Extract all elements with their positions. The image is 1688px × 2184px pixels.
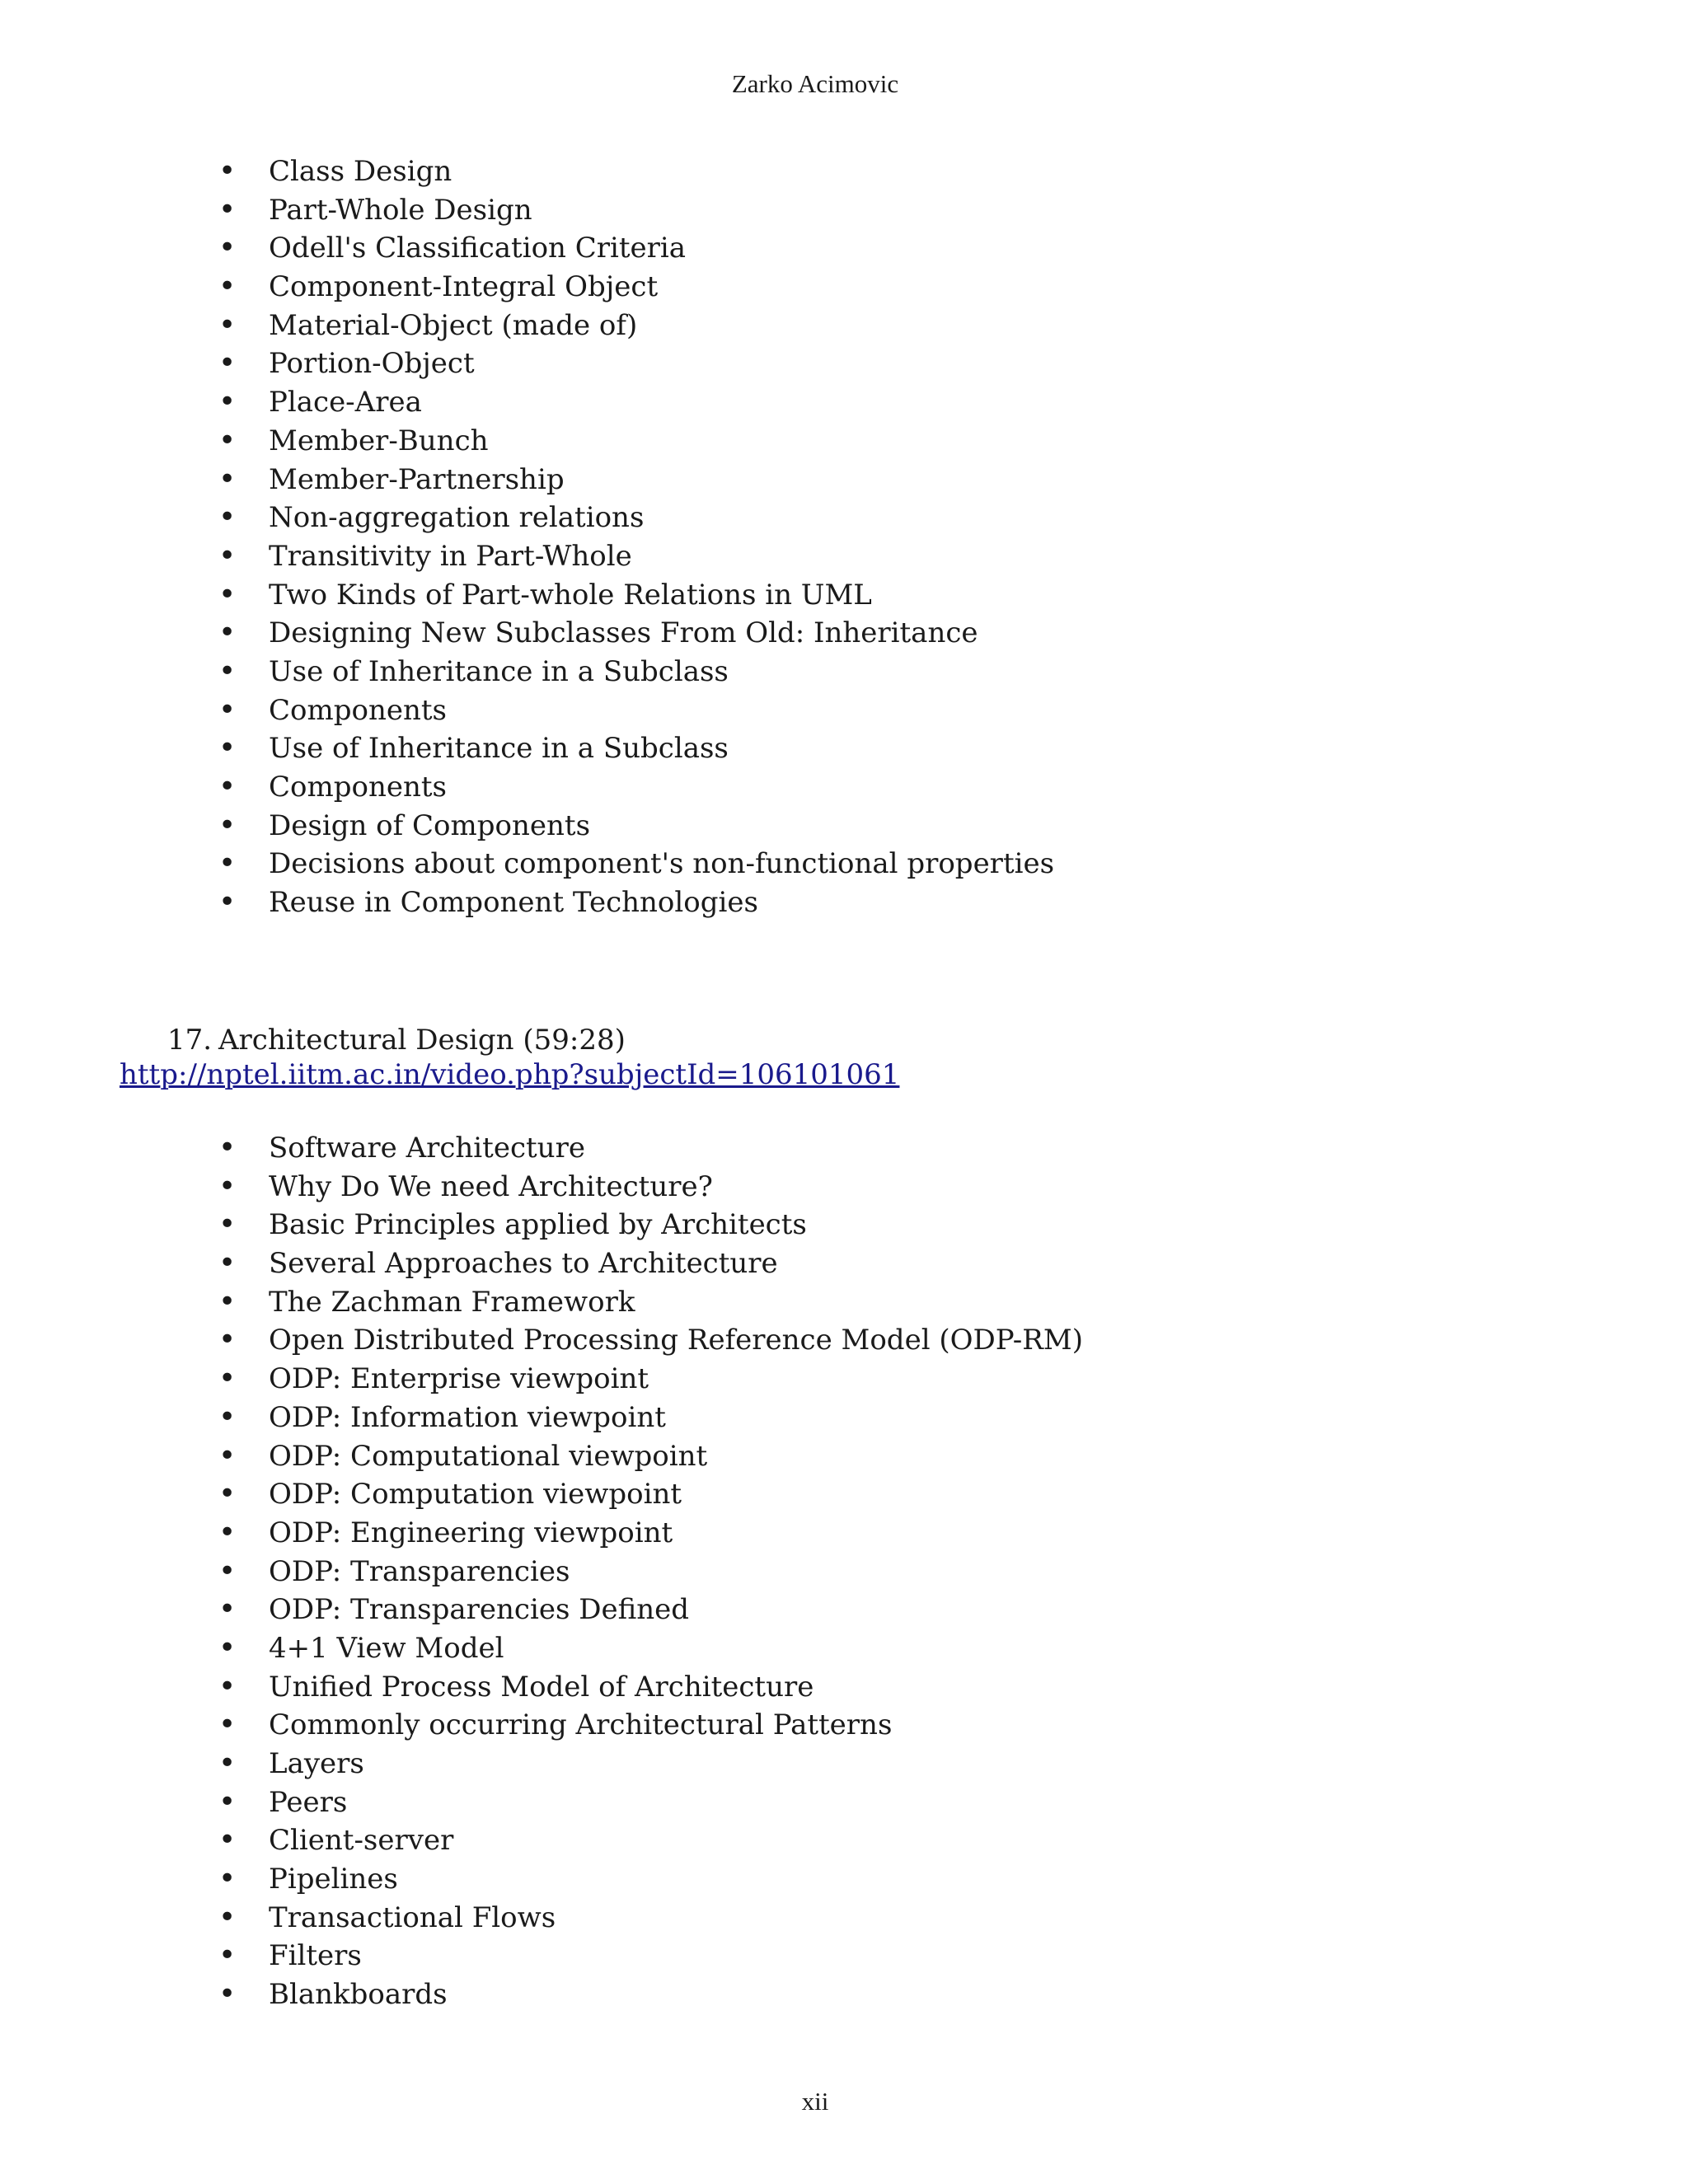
list-item: • Designing New Subclasses From Old: Inheritance [218, 614, 1054, 653]
list-item: • 4+1 View Model [218, 1629, 1083, 1668]
list-item: • Place-Area [218, 383, 1054, 422]
page-number: xii [801, 2087, 829, 2116]
list-item: • Reuse in Component Technologies [218, 883, 1054, 922]
list-item: • Use of Inheritance in a Subclass [218, 653, 1054, 691]
list-item: • Components [218, 691, 1054, 730]
list-item: • Client-server [218, 1821, 1083, 1860]
list-item: • Design of Components [218, 807, 1054, 846]
list-item: • ODP: Computational viewpoint [218, 1437, 1083, 1476]
list-item: • Why Do We need Architecture? [218, 1168, 1083, 1207]
list-item: • Member-Partnership [218, 461, 1054, 499]
list-item: • Class Design [218, 152, 1054, 191]
list-item: • Transactional Flows [218, 1899, 1083, 1938]
list-item: • Part-Whole Design [218, 191, 1054, 230]
section-heading [167, 1022, 626, 1058]
section-video-link[interactable]: http://nptel.iitm.ac.in/video.php?subjectId=106101061 [120, 1058, 900, 1091]
list-item: • Layers [218, 1745, 1083, 1783]
topic-list-class-design [218, 152, 1054, 922]
section-number: 17. [167, 1024, 213, 1057]
list-item: • ODP: Transparencies [218, 1553, 1083, 1591]
list-item: • ODP: Information viewpoint [218, 1399, 1083, 1437]
section-title: Architectural Design (59:28) [218, 1024, 626, 1057]
list-item: • The Zachman Framework [218, 1283, 1083, 1322]
list-item: • ODP: Transparencies Defined [218, 1591, 1083, 1629]
list-item: • ODP: Engineering viewpoint [218, 1514, 1083, 1553]
list-item: • Unified Process Model of Architecture [218, 1668, 1083, 1707]
list-item: • Several Approaches to Architecture [218, 1244, 1083, 1283]
list-item: • Pipelines [218, 1860, 1083, 1899]
list-item: • Blankboards [218, 1975, 1083, 2014]
list-item: • Software Architecture [218, 1129, 1083, 1168]
list-item: • Material-Object (made of) [218, 307, 1054, 345]
list-item: • Commonly occurring Architectural Patterns [218, 1706, 1083, 1745]
page-header-author: Zarko Acimovic [731, 69, 899, 98]
list-item: • Open Distributed Processing Reference Model (ODP-RM) [218, 1321, 1083, 1360]
list-item: • Peers [218, 1783, 1083, 1822]
list-item: • Non-aggregation relations [218, 499, 1054, 537]
list-item: • ODP: Computation viewpoint [218, 1475, 1083, 1514]
topic-list-architectural-design [218, 1129, 1083, 2014]
list-item: • Transitivity in Part-Whole [218, 537, 1054, 576]
list-item: • Basic Principles applied by Architects [218, 1206, 1083, 1244]
list-item: • ODP: Enterprise viewpoint [218, 1360, 1083, 1399]
list-item: • Two Kinds of Part-whole Relations in UML [218, 576, 1054, 615]
list-item: • Components [218, 768, 1054, 807]
list-item: • Odell's Classification Criteria [218, 229, 1054, 268]
list-item: • Portion-Object [218, 344, 1054, 383]
list-item: • Member-Bunch [218, 422, 1054, 461]
list-item: • Decisions about component's non-functional properties [218, 845, 1054, 883]
list-item: • Filters [218, 1937, 1083, 1975]
list-item: • Use of Inheritance in a Subclass [218, 729, 1054, 768]
list-item: • Component-Integral Object [218, 268, 1054, 307]
